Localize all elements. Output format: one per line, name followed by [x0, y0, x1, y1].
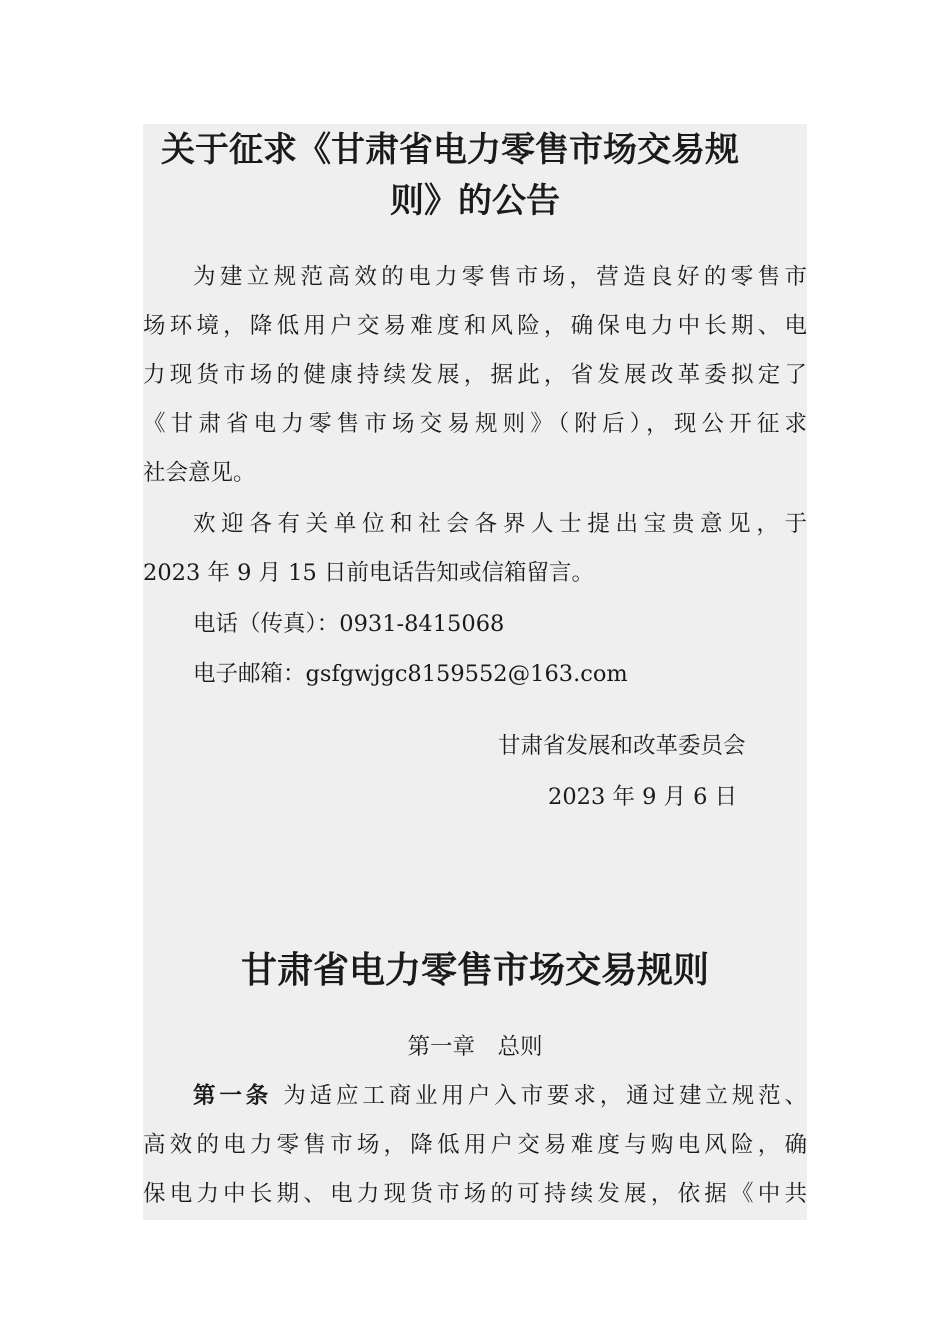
contact-email: 电子邮箱：gsfgwjgc8159552@163.com	[193, 661, 628, 687]
para1-line-2: 场环境，降低用户交易难度和风险，确保电力中长期、电	[143, 313, 807, 339]
notice-title-line-1: 关于征求《甘肃省电力零售市场交易规	[161, 130, 739, 170]
contact-phone: 电话（传真）：0931-8415068	[193, 611, 505, 637]
document-page	[143, 124, 807, 1220]
article1-line-3: 保电力中长期、电力现货市场的可持续发展，依据《中共	[143, 1181, 807, 1207]
article1-line-2: 高效的电力零售市场，降低用户交易难度与购电风险，确	[143, 1132, 807, 1158]
para1-line-1: 为建立规范高效的电力零售市场，营造良好的零售市	[193, 264, 807, 290]
article1-text-1: 为适应工商业用户入市要求，通过建立规范、	[283, 1083, 807, 1109]
article-label: 第一条	[193, 1083, 273, 1109]
para1-line-4: 《甘肃省电力零售市场交易规则》（附后），现公开征求	[143, 411, 807, 437]
signatory: 甘肃省发展和改革委员会	[498, 733, 746, 759]
article1-line-1	[143, 1081, 807, 1111]
chapter-heading: 第一章 总则	[407, 1034, 543, 1060]
para2-line-1: 欢迎各有关单位和社会各界人士提出宝贵意见，于	[193, 511, 807, 537]
notice-title-line-2: 则》的公告	[390, 181, 560, 221]
notice-date: 2023 年 9 月 6 日	[548, 784, 738, 810]
para1-line-5: 社会意见。	[143, 460, 256, 486]
rules-title: 甘肃省电力零售市场交易规则	[240, 949, 709, 991]
para1-line-3: 力现货市场的健康持续发展，据此，省发展改革委拟定了	[143, 362, 807, 388]
para2-line-2: 2023 年 9 月 15 日前电话告知或信箱留言。	[143, 560, 594, 586]
